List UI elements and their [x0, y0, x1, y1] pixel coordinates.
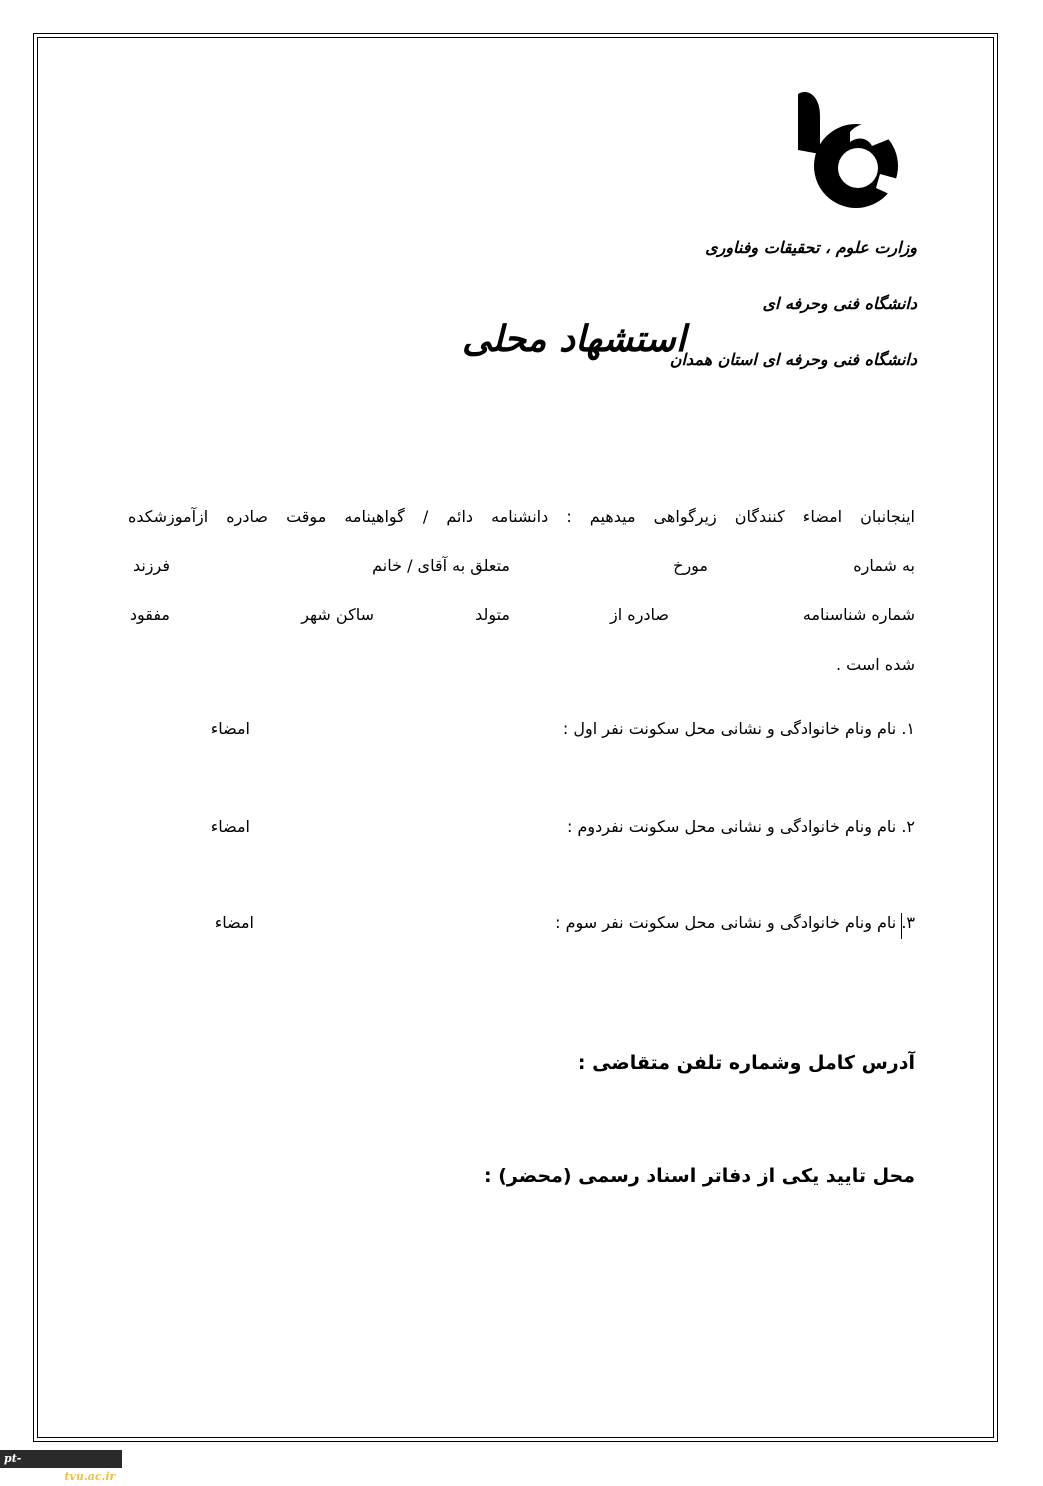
- statement-line-2-date: مورخ: [673, 556, 708, 575]
- statement-line-2-number: به شماره: [853, 556, 915, 575]
- site-watermark-suffix: tvu.ac.ir: [64, 1470, 116, 1483]
- statement-line-3-city: ساکن شهر: [301, 605, 374, 624]
- statement-line-3-issued: صادره از: [610, 605, 669, 624]
- statement-line-3-born: متولد: [475, 605, 510, 624]
- university-name: دانشگاه فنی وحرفه ای: [762, 294, 917, 313]
- ministry-name: وزارت علوم ، تحقیقات وفناوری: [705, 238, 917, 257]
- notary-label: محل تایید یکی از دفاتر اسناد رسمی (محضر) :: [484, 1165, 915, 1187]
- statement-line-2-child-of: فرزند: [132, 556, 170, 575]
- statement-line-3-lost: مفقود: [129, 605, 170, 624]
- statement-line-4: شده است .: [835, 655, 915, 674]
- witness-1-signature: امضاء: [210, 719, 250, 738]
- statement-line-2-owner: متعلق به آقای / خانم: [372, 556, 510, 575]
- witness-2-label: ۲. نام ونام خانوادگی و نشانی محل سکونت نفردوم :: [567, 817, 915, 836]
- site-watermark-prefix: pt-hamedan.: [4, 1452, 65, 1483]
- witness-2-signature: امضاء: [210, 817, 250, 836]
- tvu-logo-icon: [792, 88, 904, 212]
- provincial-university-name: دانشگاه فنی وحرفه ای استان همدان: [669, 350, 917, 369]
- witness-3-signature: امضاء: [214, 913, 254, 932]
- statement-line-3-id: شماره شناسنامه: [802, 605, 915, 624]
- applicant-address-label: آدرس کامل وشماره تلفن متقاضی :: [577, 1052, 915, 1074]
- witness-3-label: ۳. نام ونام خانوادگی و نشانی محل سکونت نفر سوم :: [555, 913, 915, 932]
- statement-line-1: اینجانبان امضاء کنندگان زیرگواهی میدهیم : دانشنامه دائم / گواهینامه موقت صادره ازآموزشکده: [128, 507, 915, 526]
- site-watermark: [0, 1450, 122, 1483]
- witness-1-label: ۱. نام ونام خانوادگی و نشانی محل سکونت نفر اول :: [562, 719, 915, 738]
- document-title: استشهاد محلی: [462, 318, 686, 360]
